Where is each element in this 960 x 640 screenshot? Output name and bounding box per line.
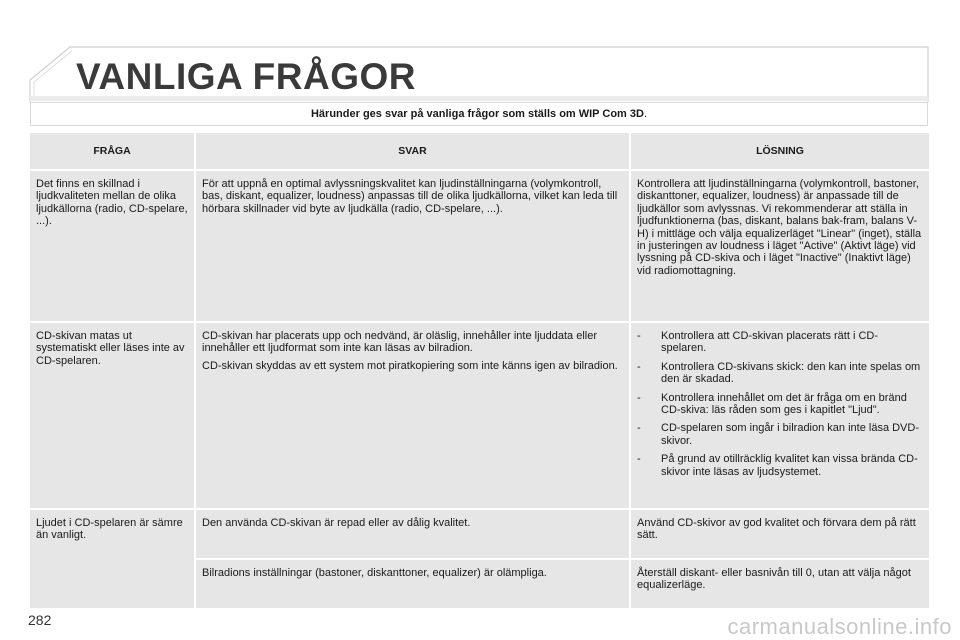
list-item: - Kontrollera innehållet om det är fråga om en bränd CD-skiva: läs råden som ges i kapitlet "Ljud". [637,391,907,417]
solution-cell [631,321,929,508]
question-cell: CD-skivan matas ut systematiskt eller läses inte av CD-spelaren. [30,321,196,508]
page-number: 282 [28,612,52,628]
answer-cell [196,169,631,321]
answer-paragraph: Den använda CD-skivan är repad eller av dålig kvalitet. [202,517,471,529]
page-header [0,0,960,110]
faq-table [30,133,929,608]
column-header-answer: SVAR [196,133,631,169]
solution-cell: Använd CD-skivor av god kvalitet och förvara dem på rätt sätt. [631,508,929,558]
intro-bar [30,102,928,126]
question-cell: Det finns en skillnad i ljudkvaliteten mellan de olika ljudkällorna (radio, CD-spelare, ...). [30,169,196,321]
table-row [30,508,929,558]
table-header-row [30,133,929,169]
question-cell: Ljudet i CD-spelaren är sämre än vanligt. [30,508,196,608]
answer-paragraph: CD-skivan skyddas av ett system mot piratkopiering som inte känns igen av bilradion. [202,359,618,372]
table-row [30,321,929,508]
answer-paragraph: För att uppnå en optimal avlyssningskvalitet kan ljudinställningarna (volymkontroll, bas, diskant, equalizer, loudness) anpassas till de olika ljudkällorna, vilket kan leda till hörbara skillnader vid byte av ljudkälla (radio, CD-spelare, ...). [202,178,618,215]
table-row [30,169,929,321]
answer-cell [196,508,631,558]
answer-paragraph: Bilradions inställningar (bastoner, diskanttoner, equalizer) är olämpliga. [202,567,547,579]
answer-cell [196,321,631,508]
solution-cell: Återställ diskant- eller basnivån till 0, utan att välja något equalizerläge. [631,558,929,608]
answer-cell [196,558,631,608]
intro-period: . [643,108,648,120]
list-item: - Kontrollera att CD-skivan placerats rätt i CD-spelaren. [637,330,879,355]
list-item: - CD-spelaren som ingår i bilradion kan inte läsa DVD-skivor. [637,422,920,447]
column-header-question: FRÅGA [30,133,196,169]
intro-text: Härunder ges svar på vanliga frågor som ställs om WIP Com 3D [310,108,644,120]
list-item: - Kontrollera CD-skivans skick: den kan inte spelas om den är skadad. [637,360,921,386]
watermark: carmanualsonline.info [727,614,952,639]
solution-cell: Kontrollera att ljudinställningarna (volymkontroll, bastoner, diskanttoner, equalizer, loudness) är anpassade till de ljudkällor som avlyssnas. Vi rekommenderar att ställa in ljudfunktionerna (bas, diskant, balans bak-fram, balans V-H) i mittläge och välja equalizerläget "Linear" (inget), ställa in justeringen av loudness i läget "Active" (Aktivt läge) vid lyssning på CD-skiva och i läget "Inactive" (Inaktivt läge) vid radiomottagning. [631,169,929,321]
answer-paragraph: CD-skivan har placerats upp och nedvänd, är oläslig, innehåller inte ljuddata eller innehåller ett ljudformat som inte kan läsas av bilradion. [202,330,598,355]
column-header-solution: LÖSNING [631,133,929,169]
solution-list [637,330,923,478]
list-item: - På grund av otillräcklig kvalitet kan vissa brända CD-skivor inte läsas av ljudsystemet. [637,453,918,478]
page-title: VANLIGA FRÅGOR [76,56,416,97]
